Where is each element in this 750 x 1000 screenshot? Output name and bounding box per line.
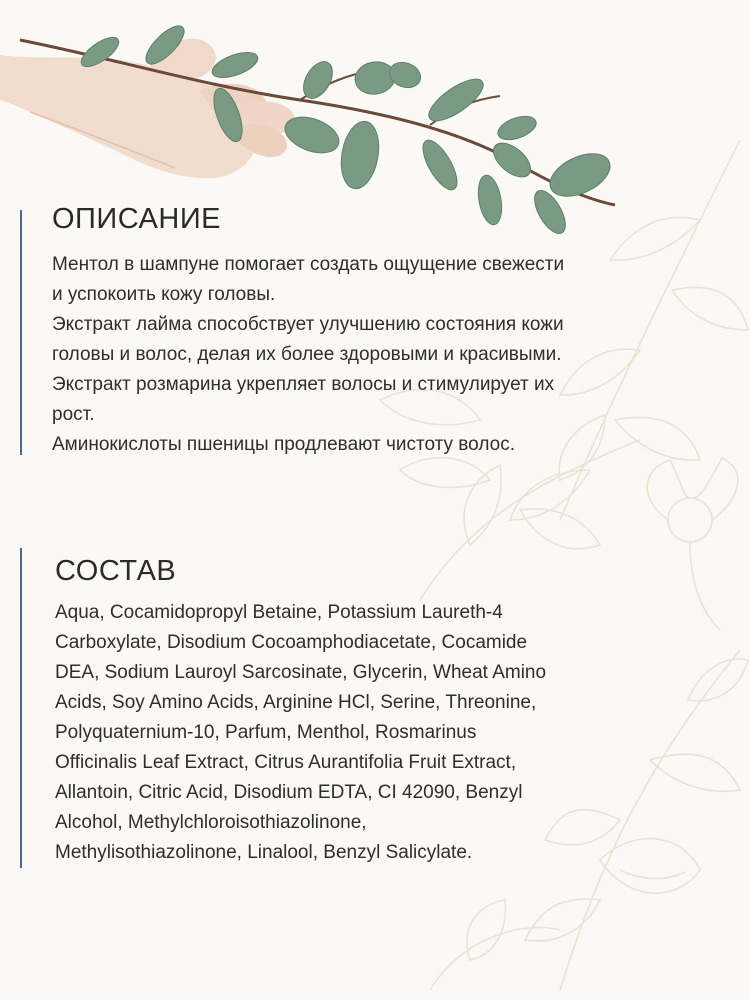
leaf-9: [386, 58, 424, 91]
description-line: рост.: [52, 404, 95, 425]
description-line: и успокоить кожу головы.: [52, 284, 276, 305]
leaf-7: [336, 118, 383, 191]
composition-line: Carboxylate, Disodium Cocoamphodiacetate, Cocamide: [55, 632, 528, 653]
composition-line: Methylisothiazolinone, Linalool, Benzyl Salicylate.: [55, 842, 473, 863]
description-line: головы и волос, делая их более здоровыми и красивыми.: [52, 344, 562, 365]
leaf-11: [416, 135, 463, 194]
composition-title: СОСТАВ: [55, 555, 177, 587]
leaf-14: [475, 173, 505, 226]
composition-line: DEA, Sodium Lauroyl Sarcosinate, Glycerin, Wheat Amino: [55, 662, 547, 683]
composition-line: Allantoin, Citric Acid, Disodium EDTA, CI 42090, Benzyl: [55, 782, 523, 803]
composition-line: Aqua, Cocamidopropyl Betaine, Potassium Laureth-4: [55, 602, 503, 623]
leaf-5: [298, 57, 339, 104]
description-line: Аминокислоты пшеницы продлевают чистоту волос.: [52, 434, 515, 455]
composition-accent-bar: [20, 548, 22, 868]
leaf-13: [487, 137, 536, 184]
description-line: Экстракт розмарина укрепляет волосы и стимулирует их: [52, 374, 555, 395]
description-line: Ментол в шампуне помогает создать ощущение свежести: [52, 254, 565, 275]
description-accent-bar: [20, 210, 22, 455]
composition-line: Acids, Soy Amino Acids, Arginine HCl, Serine, Threonine,: [55, 692, 537, 713]
leaf-12: [495, 112, 539, 144]
composition-line: Polyquaternium-10, Parfum, Menthol, Rosmarinus: [55, 722, 477, 743]
composition-line: Alcohol, Methylchloroisothiazolinone,: [55, 812, 367, 833]
composition-body: [55, 598, 735, 868]
description-line: Экстракт лайма способствует улучшению состояния кожи: [52, 314, 564, 335]
description-body: [52, 250, 732, 460]
leaf-3: [209, 47, 261, 82]
composition-line: Officinalis Leaf Extract, Citrus Aurantifolia Fruit Extract,: [55, 752, 517, 773]
description-title: ОПИСАНИЕ: [52, 203, 222, 235]
